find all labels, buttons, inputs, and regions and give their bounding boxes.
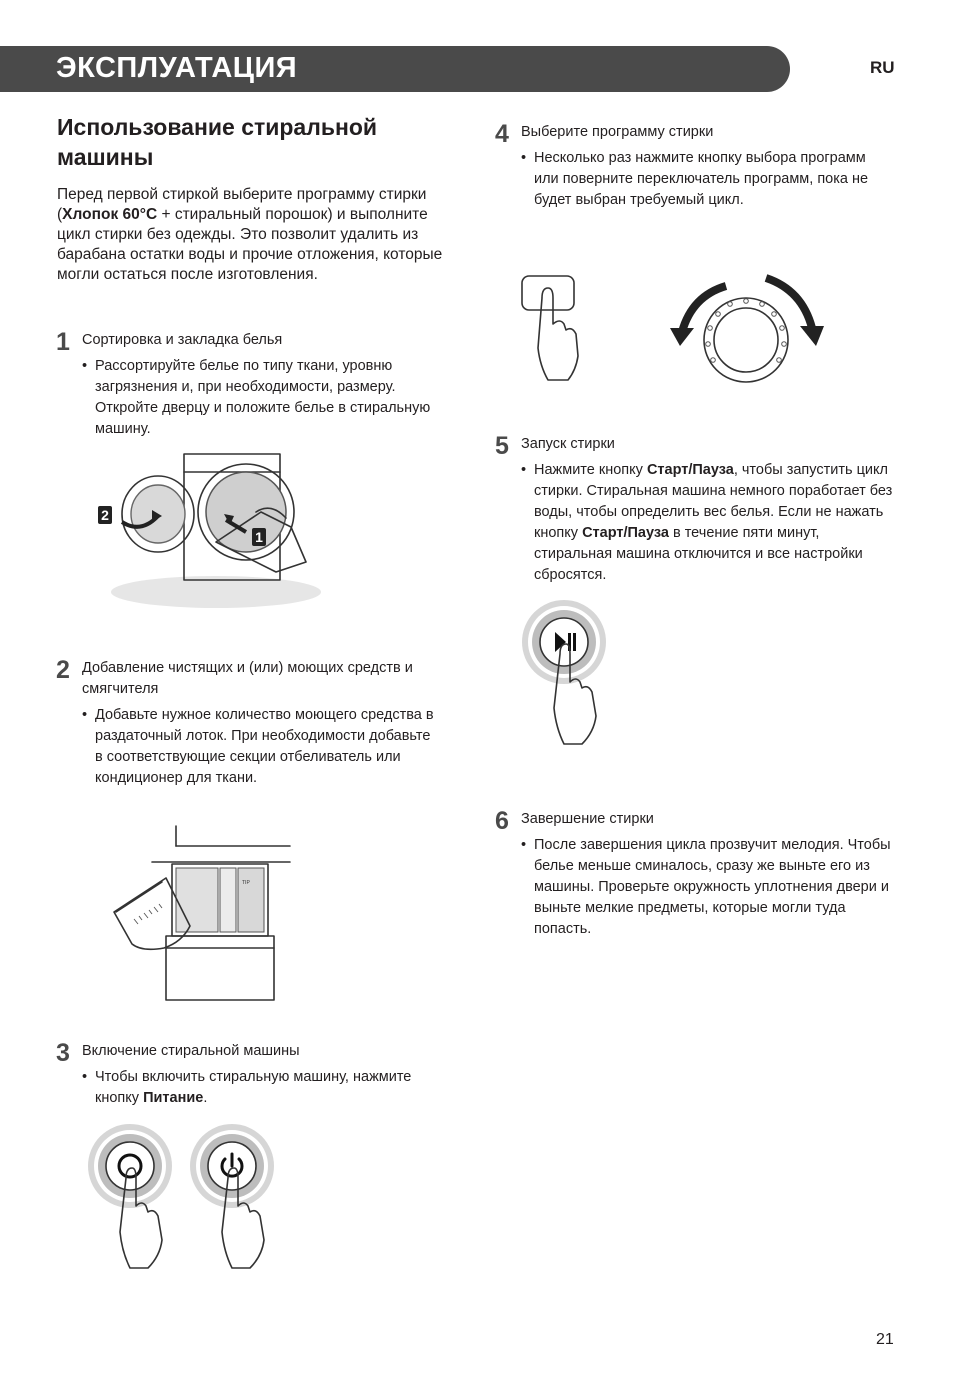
- start-pause-illustration: [520, 598, 610, 748]
- step-title: Запуск стирки: [521, 436, 615, 452]
- step-number: 2: [56, 656, 70, 684]
- intro-text-part: Перед первой стиркой выберите программу стирки (: [57, 186, 427, 223]
- bullet-text-part: в течение пяти минут, стиральная машина отключится и все настройки сбросятся.: [534, 525, 863, 583]
- step-number: 5: [495, 432, 509, 460]
- svg-text:TIP: TIP: [242, 880, 250, 886]
- section-title: Использование стиральной машины: [57, 114, 378, 170]
- step-bullet: • Несколько раз нажмите кнопку выбора программ или поверните переключатель программ, пока не будет выбран требуемый цикл.: [521, 148, 884, 211]
- load-laundry-illustration: [96, 452, 326, 622]
- power-button-name: Питание: [143, 1090, 204, 1106]
- step-bullet: [82, 1067, 455, 1109]
- step-number: 3: [56, 1039, 70, 1067]
- detergent-dispenser-illustration: [112, 824, 292, 1002]
- program-dial-illustration: [666, 272, 828, 384]
- step-title: Добавление чистящих и (или) моющих средств и смягчителя: [82, 660, 413, 697]
- step-number: 6: [495, 807, 509, 835]
- header-bar: [0, 46, 790, 92]
- start-pause-button-name: Старт/Пауза: [646, 462, 734, 478]
- power-button-illustration-1: [86, 1122, 176, 1272]
- start-pause-button-name: Старт/Пауза: [582, 525, 669, 541]
- intro-text: [57, 185, 457, 285]
- badge-text: 2: [101, 507, 109, 523]
- step-bullet: • После завершения цикла прозвучит мелодия. Чтобы белье меньше сминалось, сразу же выньте его из машины. Проверьте окружность уплотнения двери и выньте мелкие предметы, которые могли туда попасть.: [521, 835, 894, 940]
- step-title: Завершение стирки: [521, 811, 654, 827]
- language-label: RU: [870, 58, 895, 77]
- step-title: Сортировка и закладка белья: [82, 332, 283, 348]
- step-number: 4: [495, 120, 509, 148]
- program-button-illustration: [518, 272, 588, 384]
- bullet-text-part: , чтобы запустить цикл стирки. Стиральная машина немного поработает без воды, чтобы определить вес белья. Если не нажать кнопку: [534, 462, 893, 541]
- bullet-text-part: Чтобы включить стиральную машину, нажмите кнопку: [95, 1069, 412, 1106]
- step-title: Выберите программу стирки: [521, 124, 714, 140]
- page-number: 21: [876, 1331, 894, 1348]
- badge-text: 1: [255, 529, 263, 545]
- step-bullet: • Рассортируйте белье по типу ткани, уровню загрязнения и, при необходимости, размеру. Откройте дверцу и положите белье в стиральную машину.: [82, 356, 455, 440]
- step-number: 1: [56, 328, 70, 356]
- intro-program-name: Хлопок 60°C: [62, 206, 158, 223]
- power-button-illustration-2: [188, 1122, 278, 1272]
- step-bullet: [521, 460, 894, 586]
- intro-text-part: + стиральный порошок) и выполните цикл стирки без одежды. Это позволит удалить из барабана остатки воды и прочие отложения, которые могли остаться после изготовления.: [57, 206, 443, 283]
- step-bullet: • Добавьте нужное количество моющего средства в раздаточный лоток. При необходимости добавьте в соответствующие секции отбеливатель или кондиционер для ткани.: [82, 705, 435, 789]
- header-title: ЭКСПЛУАТАЦИЯ: [56, 52, 298, 84]
- step-title: Включение стиральной машины: [82, 1043, 300, 1059]
- bullet-text-part: Нажмите кнопку: [534, 462, 647, 478]
- bullet-text-part: .: [203, 1090, 208, 1106]
